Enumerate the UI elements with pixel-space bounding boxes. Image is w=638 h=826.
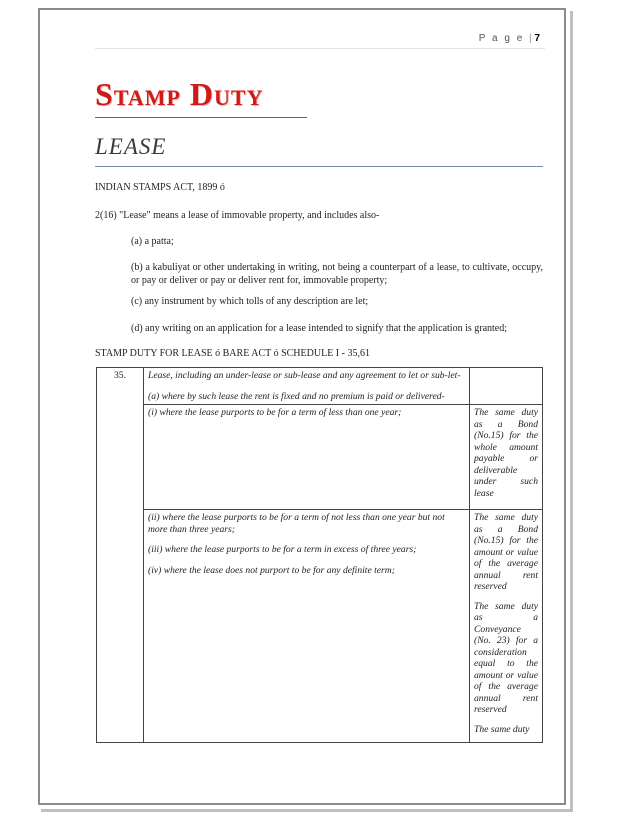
page-number: 7 [534,33,540,44]
duty-iv: The same duty [474,723,530,735]
table-row [97,510,543,743]
definition-item-d: (d) any writing on an application for a lease intended to signify that the application is granted; [131,323,508,334]
definition-item-a: (a) a patta; [131,236,174,247]
title-underline [95,117,307,118]
article-description: Lease, including an under-lease or sub-lease and any agreement to let or sub-let- [148,370,461,381]
header-rule [95,48,545,49]
act-heading: INDIAN STAMPS ACT, 1899 ó [95,182,225,193]
schedule-heading: STAMP DUTY FOR LEASE ó BARE ACT ó SCHEDULE I - 35,61 [95,348,370,359]
duty-iii: The same duty as a Conveyance (No. 23) for a consideration equal to the amount or value of the average annual rent reserved [474,600,538,715]
clause-i: (i) where the lease purports to be for a term of less than one year; [144,405,470,510]
document-title: Stamp Duty [95,76,264,112]
section-subtitle: LEASE [95,134,167,159]
duty-i: The same duty as a Bond (No.15) for the whole amount payable or deliverable under such lease [474,407,538,499]
page-header: P a g e | 7 [478,33,540,44]
definition-item-b: (b) a kabuliyat or other undertaking in writing, not being a counterpart of a lease, to cultivate, occupy, or pay or deliver or pay or deliver rent for, immovable property; [131,262,543,286]
definition-item-c: (c) any instrument by which tolls of any description are let; [131,296,369,307]
table-row [97,368,543,405]
clause-ii: (ii) where the lease purports to be for a term of not less than one year but not more than three years; [148,512,445,535]
clause-a: (a) where by such lease the rent is fixed and no premium is paid or delivered- [148,390,445,402]
duty-ii: The same duty as a Bond (No.15) for the amount or value of the average annual rent reserved [474,512,538,592]
page-label: P a g e [478,33,525,44]
table-cell [470,368,543,405]
table-cell [144,510,470,743]
definition-intro: 2(16) "Lease" means a lease of immovable property, and includes also- [95,210,380,221]
table-cell [470,405,543,510]
table-cell [470,510,543,743]
clause-iii: (iii) where the lease purports to be for a term in excess of three years; [148,544,417,555]
table-cell [144,368,470,405]
clause-iv: (iv) where the lease does not purport to be for any definite term; [148,564,395,576]
subtitle-rule [95,166,543,167]
table-row [97,405,543,510]
schedule-table [96,367,543,743]
article-number: 35. [97,368,144,743]
